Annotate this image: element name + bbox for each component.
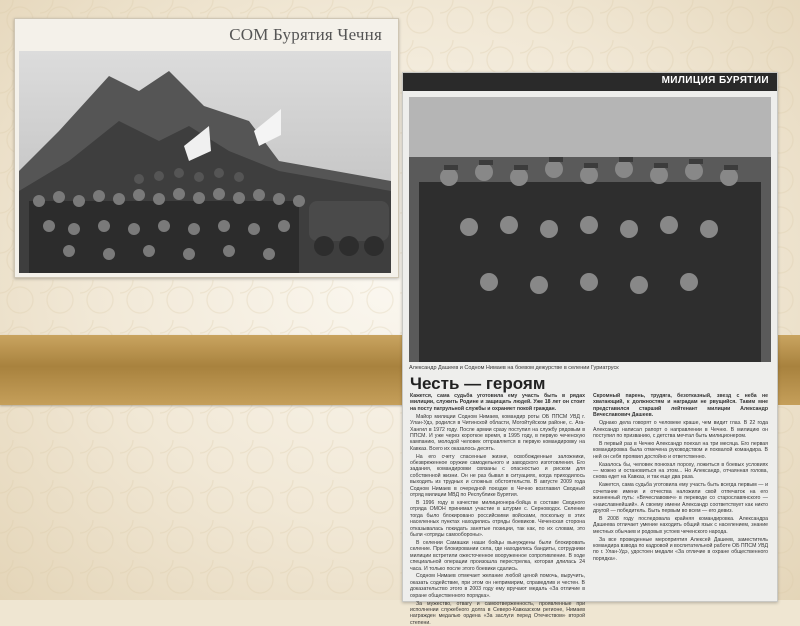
article-column-1 bbox=[410, 393, 585, 626]
paragraph: Казалось бы, человек понюхал пороху, ложиться в боевых условиях — можно и остановиться на этом... Но Александр, отчаянная голова, снова едет на Кавказ, и так еще два раза. bbox=[593, 461, 768, 481]
paragraph: В 1996 году в качестве милиционера-бойца в составе Сводного отряда ОМОН принимал участие в штурме с. Серноводск. Селение тогда было блокировано российскими войсками, поскольку в этих населенных пунктах находились отряды боевиков. Чеченская сторона отказывалась покидать занятые позиции, так как, по их словам, это были «отряды самообороны». bbox=[410, 500, 585, 539]
paragraph: В первый раз в Чечню Александр поехал на три месяца. Его первая командировка была отмечена руководством и похвалой командира. В ней он себя проявил достойно и ответственно. bbox=[593, 440, 768, 460]
paragraph: Скромный парень, трудяга, безотказный, звезд с неба не хватающий, к должностям и наградам не рвущийся. Таким мне представился старший лейтенант милиции Александр Вячеславович Дашеев. bbox=[593, 393, 768, 419]
photo-caption: Александр Дашеев и Содном Нимаев на боевом дежурстве в селении Гуриатруск bbox=[409, 365, 619, 371]
paragraph: Однако дела говорят о человеке краше, чем видит глаз. В 22 года Александр написал рапорт о направлении в Чечню. В милицию он поступил по призванию, с детства мечтал быть милиционером. bbox=[593, 420, 768, 439]
gold-band-left bbox=[0, 335, 420, 405]
paragraph: За мужество, отвагу и самоотверженность, проявленные при исполнении служебного долга в Северо-Кавказском регионе, Нимаев награжден медалью ордена «За заслуги перед Отечеством» второй степени. bbox=[410, 600, 585, 626]
clipping-photo-illustration bbox=[409, 97, 771, 362]
clipping-header-label: МИЛИЦИЯ БУРЯТИИ bbox=[661, 75, 769, 86]
paragraph: За все проведенные мероприятия Алексей Дашеев, заместитель командира взвода по кадровой и воспитательной работе ОБ ППСМ УВД по г. Улан-Удэ, удостоен медали «За отличие в охране общественного порядка». bbox=[593, 536, 768, 562]
paragraph: Кажется, сама судьба уготовила ему участь быть всегда первым — и сочетание имени и отчества наложили свой отпечаток на его жизненный путь: «Вячеславович» в переводе со старославянского — «наиславнейший». А своему имени Александр соответствует как никто другой — победитель. Быть первым во всем — его девиз. bbox=[593, 482, 768, 514]
paragraph: В 2008 году последовала крайняя командировка. Александра Дашеева отличает умение находить общий язык с населением, знание местных обычаев и родовых устоев чеченского народа. bbox=[593, 515, 768, 535]
clipping-header bbox=[403, 73, 777, 91]
group-photo-illustration bbox=[19, 51, 391, 273]
clipping-group-photo bbox=[409, 97, 771, 362]
article-column-2 bbox=[593, 393, 768, 598]
paragraph: Кажется, сама судьба уготовила ему участь быть в рядах милиции, служить Родине и защищать людей. Уже 18 лет он стоит на посту патрульной службы и охраняет покой граждан. bbox=[410, 393, 585, 412]
photo-card-title: СОМ Бурятия Чечня bbox=[229, 25, 382, 44]
paragraph: На его счету спасенные жизни, освобожденные заложники, обезвреженное оружие самодельного и заводского изготовления. Его задания, командировки связаны с опасностью и риском для собственной жизни. Он не раз бывал в ситуациях, когда приходилось выходить из трудных и сложных обстоятельств. В августе 2009 года Содном Нимаев в очередной поездке в Чечню возглавил Сводный отряд милиции МВД по Республике Бурятия. bbox=[410, 453, 585, 499]
paragraph: В селении Самашки наши бойцы вынуждены были блокировать селение. При блокировании села, где находились бандиты, сотрудники милиции встретили ожесточенное вооруженное сопротивление. В ходе специальной операции произошла перестрелка, которая длилась 24 часа. И только после этого боевики сдались. bbox=[410, 539, 585, 572]
photo-card-left bbox=[14, 18, 399, 278]
gold-band-right bbox=[775, 335, 800, 405]
group-photo-mountains bbox=[19, 51, 391, 273]
newspaper-clipping bbox=[402, 72, 778, 626]
article-headline: Честь — героям bbox=[410, 374, 546, 393]
paragraph: Майор милиции Содном Нимаев, командир роты ОБ ППСМ УВД г. Улан-Удэ, родился в Читинской области, Могойтуйском районе, с. Ага-Хангил в 1972 году. После армии сразу поступил на службу рядовым в ППСМ. И уже через короткое время, в 1995 году, в первую чеченскую кампанию, молодой человек отправляется в первую командировку на Кавказ. Всего их оказалось десять. bbox=[410, 413, 585, 452]
paragraph: Содном Нимаев отмечает желание любой ценой помочь, выручить, оказать содействие, при этом он непримирим, справедлив и честен. В доказательство этого в 2003 году ему вручают медаль «За отличие в охране общественного порядка». bbox=[410, 573, 585, 599]
